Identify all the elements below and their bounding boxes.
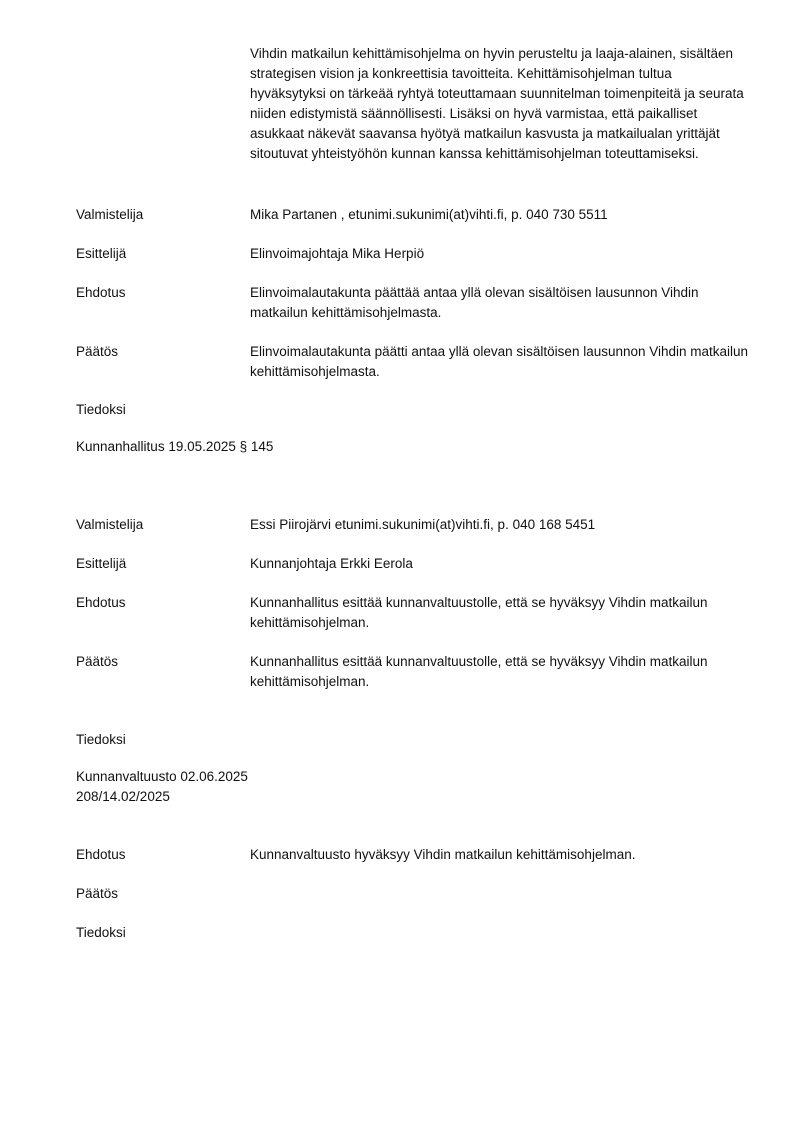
paatos-value: Kunnanhallitus esittää kunnanvaltuustolle, että se hyväksyy Vihdin matkailun kehittämisohjelman. <box>250 654 708 689</box>
esittelija-label: Esittelijä <box>76 246 127 261</box>
esittelija-label: Esittelijä <box>76 556 127 571</box>
esittelija-value: Elinvoimajohtaja Mika Herpiö <box>250 246 425 261</box>
kunnanvaltuusto-heading: Kunnanvaltuusto 02.06.2025 <box>76 769 248 784</box>
ehdotus-label: Ehdotus <box>76 285 126 300</box>
paatos-label: Päätös <box>76 654 119 669</box>
kunnanhallitus-heading: Kunnanhallitus 19.05.2025 § 145 <box>76 439 274 454</box>
ehdotus-value: Elinvoimalautakunta päättää antaa yllä olevan sisältöisen lausunnon Vihdin matkailun kehittämisohjelmasta. <box>250 285 699 320</box>
ehdotus-value: Kunnanhallitus esittää kunnanvaltuustolle, että se hyväksyy Vihdin matkailun kehittämisohjelman. <box>250 595 708 630</box>
esittelija-value: Kunnanjohtaja Erkki Eerola <box>250 556 413 571</box>
paatos-label: Päätös <box>76 344 119 359</box>
valmistelija-label: Valmistelija <box>76 517 144 532</box>
ehdotus-value: Kunnanvaltuusto hyväksyy Vihdin matkailun kehittämisohjelman. <box>250 847 636 862</box>
valmistelija-label: Valmistelija <box>76 207 144 222</box>
valmistelija-value: Mika Partanen , etunimi.sukunimi(at)vihti.fi, p. 040 730 5511 <box>250 207 608 222</box>
valmistelija-value: Essi Piirojärvi etunimi.sukunimi(at)vihti.fi, p. 040 168 5451 <box>250 517 596 532</box>
tiedoksi-label-2: Tiedoksi <box>76 732 126 747</box>
ehdotus-label: Ehdotus <box>76 595 126 610</box>
tiedoksi-label-3: Tiedoksi <box>76 925 126 940</box>
kunnanvaltuusto-reference: 208/14.02/2025 <box>76 789 170 804</box>
paatos-label-3: Päätös <box>76 886 119 901</box>
intro-paragraph: Vihdin matkailun kehittämisohjelma on hyvin perusteltu ja laaja-alainen, sisältäen strategisen vision ja konkreettisia tavoitteita. Kehittämisohjelman tultua hyväksytyksi on tärkeää ryhtyä toteuttamaan suunnitelman toimenpiteitä ja seurata niiden edistymistä säännöllisesti. Lisäksi on hyvä varmistaa, että paikalliset asukkaat näkevät saavansa hyötyä matkailun kasvusta ja matkailualan yrittäjät sitoutuvat yhteistyöhön kunnan kanssa kehittämisohjelman toteuttamiseksi. <box>250 46 744 161</box>
ehdotus-label: Ehdotus <box>76 847 126 862</box>
tiedoksi-label-1: Tiedoksi <box>76 402 126 417</box>
paatos-value: Elinvoimalautakunta päätti antaa yllä olevan sisältöisen lausunnon Vihdin matkailun kehittämisohjelmasta. <box>250 344 749 379</box>
